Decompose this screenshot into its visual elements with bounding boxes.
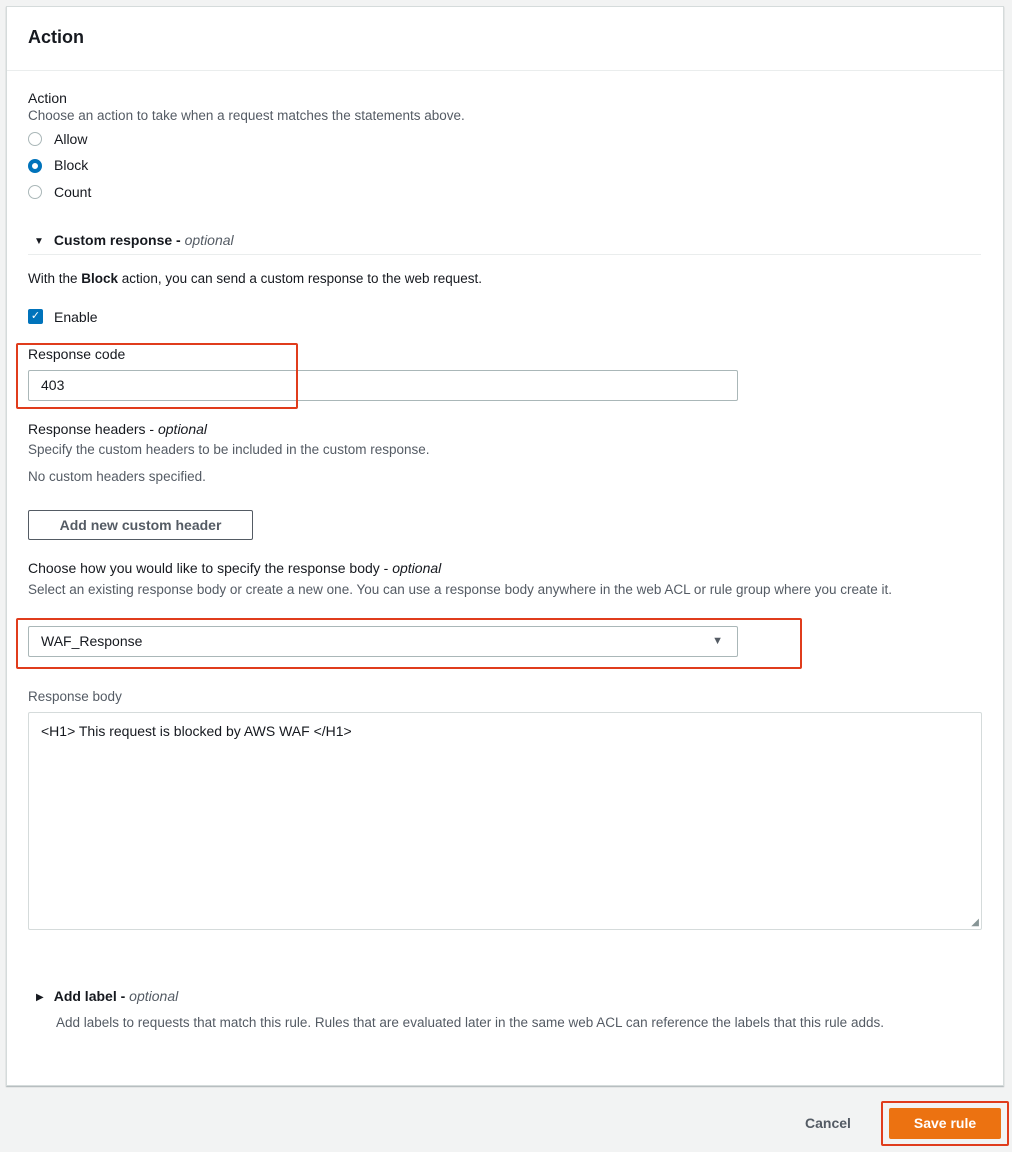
- caret-down-icon: ▼: [712, 635, 723, 647]
- resize-grip-icon[interactable]: ◢: [971, 917, 979, 928]
- response-body-select-highlight: [16, 618, 802, 669]
- custom-response-toggle[interactable]: ▼ Custom response - optional: [34, 232, 234, 248]
- caret-down-icon: ▼: [34, 236, 44, 247]
- cancel-button[interactable]: Cancel: [805, 1115, 851, 1131]
- save-rule-highlight: [881, 1101, 1009, 1146]
- add-label-optional: optional: [129, 988, 179, 1004]
- response-headers-description: Specify the custom headers to be included in the custom response.: [28, 442, 430, 457]
- enable-label[interactable]: Enable: [54, 309, 98, 325]
- custom-response-optional: optional: [184, 232, 234, 248]
- no-headers-text: No custom headers specified.: [28, 469, 206, 484]
- response-code-input[interactable]: 403: [28, 370, 738, 401]
- response-body-select-value: WAF_Response: [41, 633, 143, 649]
- panel-title: Action: [28, 27, 84, 47]
- response-body-textarea[interactable]: [28, 712, 982, 930]
- add-label-title: Add label: [53, 988, 117, 1004]
- custom-response-info: With the Block action, you can send a custom response to the web request.: [28, 271, 483, 286]
- allow-radio[interactable]: [28, 132, 42, 146]
- save-rule-button[interactable]: Save rule: [889, 1108, 1001, 1139]
- add-label-description: Add labels to requests that match this rule. Rules that are evaluated later in the same web ACL can reference the labels that this rule adds.: [56, 1015, 884, 1030]
- action-panel: [6, 6, 1004, 1086]
- block-label[interactable]: Block: [54, 157, 89, 173]
- response-code-label: Response code: [28, 346, 126, 362]
- response-headers-label: Response headers - optional: [28, 421, 208, 437]
- count-radio[interactable]: [28, 185, 42, 199]
- count-label[interactable]: Count: [54, 184, 92, 200]
- block-radio[interactable]: [28, 159, 42, 173]
- panel-header: [7, 7, 1003, 71]
- action-label: Action: [28, 90, 67, 106]
- action-description: Choose an action to take when a request matches the statements above.: [28, 108, 465, 123]
- allow-label[interactable]: Allow: [54, 131, 88, 147]
- body-choice-description: Select an existing response body or create a new one. You can use a response body anywhere in the web ACL or rule group where you create it.: [28, 582, 893, 597]
- section-divider: [28, 254, 981, 255]
- add-label-toggle[interactable]: ▶ Add label - optional: [36, 988, 179, 1004]
- body-choice-label: Choose how you would like to specify the response body - optional: [28, 560, 442, 576]
- enable-checkbox[interactable]: ✓: [28, 309, 43, 324]
- add-custom-header-button[interactable]: Add new custom header: [28, 510, 253, 540]
- response-body-text: <H1> This request is blocked by AWS WAF </H1>: [41, 723, 352, 739]
- response-body-label: Response body: [28, 689, 122, 704]
- custom-response-title: Custom response: [53, 232, 173, 248]
- caret-right-icon: ▶: [36, 992, 44, 1003]
- response-code-highlight: [16, 343, 298, 409]
